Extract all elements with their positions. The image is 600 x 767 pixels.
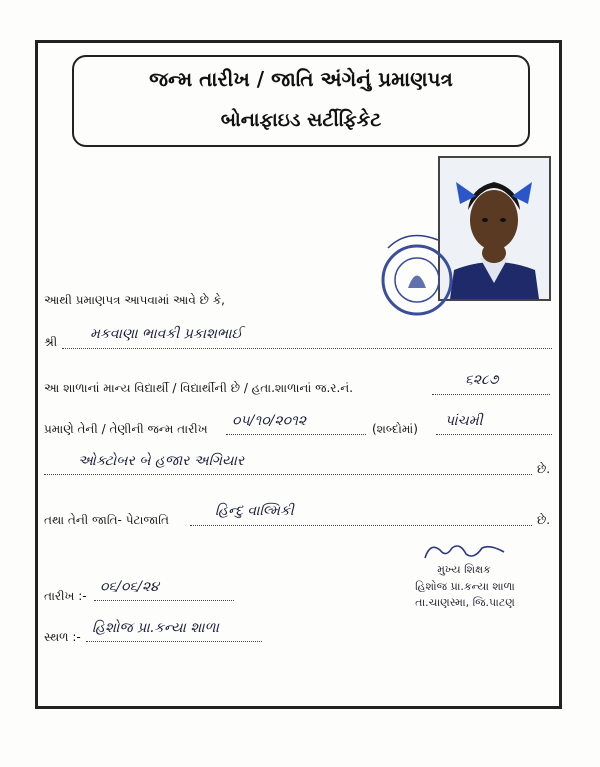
signatory-school: હિશોજ પ્રા.કન્યા શાળા: [415, 580, 515, 593]
date-value: ૦૬/૦૬/૨૪: [100, 579, 159, 595]
caste-dotted-line: [190, 525, 532, 526]
certificate-subtitle: બોનાફાઇડ સર્ટીફિકેટ: [220, 109, 382, 131]
signatory-title: મુખ્ય શિક્ષક: [437, 563, 491, 576]
dob-words-label: (શબ્દોમાં): [372, 422, 418, 436]
certificate-header: [72, 55, 530, 147]
dob-value: ૦૫/૧૦/૨૦૧૨: [232, 413, 307, 429]
caste-label: તથા તેની જાતિ- પેટાજાતિ: [44, 513, 169, 527]
date-label: તારીખ :-: [44, 589, 87, 603]
name-dotted-line: [62, 348, 552, 349]
gr-dotted-line: [432, 394, 550, 395]
headmaster-signature-icon: [420, 540, 510, 564]
student-label: આ શાળાનાં માન્ય વિદ્યાર્થી / વિદ્યાર્થીની છે / હતા.શાળાનાં જ.ર.નં.: [44, 381, 354, 395]
dob-words-dotted-line: [436, 434, 552, 435]
place-dotted-line: [86, 641, 262, 642]
dob-suffix: છે.: [537, 462, 551, 476]
caste-value: હિન્દુ વાલ્મિકી: [215, 503, 294, 519]
intro-text: આથી પ્રમાણપત્ર આપવામાં આવે છે કે,: [44, 293, 225, 307]
signatory-location: તા.ચાણસ્મા, જિ.પાટણ: [415, 596, 515, 609]
dob-words-line2: ઓક્ટોબર બે હજાર અગિયાર: [78, 453, 245, 469]
caste-suffix: છે.: [537, 513, 551, 527]
place-label: સ્થળ :-: [44, 630, 81, 644]
dob-label: પ્રમાણે તેની / તેણીની જન્મ તારીખ: [44, 422, 208, 436]
place-value: હિશોજ પ્રા.કન્યા શાળા: [92, 620, 219, 636]
dob-dotted-line: [226, 434, 366, 435]
certificate-title: જન્મ તારીખ / જાતિ અંગેનું પ્રમાણપત્ર: [149, 67, 453, 91]
dob-words-line2-dotted: [44, 474, 532, 475]
dob-words-value: પાંચમી: [445, 413, 483, 429]
name-value: મકવાણા ભાવકી પ્રકાશભાઈ: [90, 326, 243, 342]
school-stamp-icon: [378, 218, 456, 318]
gr-number: ૬૨૮૭: [465, 372, 499, 388]
date-dotted-line: [94, 600, 234, 601]
name-label: શ્રી: [44, 335, 58, 349]
